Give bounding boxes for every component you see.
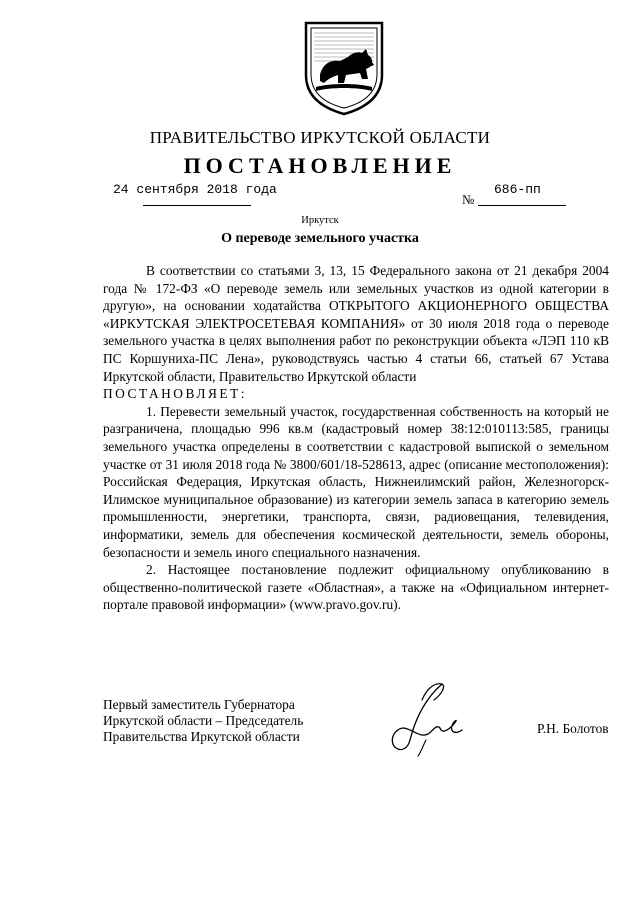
number-sign: №	[462, 192, 475, 207]
item-1-paragraph: 1. Перевести земельный участок, государственная собственность на который не разграничена, площадью 996 кв.м (кадастровый номер 38:12:010113:585, границы земельного участка определены в соответствии с кадастровой выпиской о земельном участке от 31 июля 2018 года № 3800/601/18-528613, адрес (описание местоположения): Российская Федерация, Иркутская область, Нижнеилимский район, Железногорск-Илимское муниципальное образование) из категории земель запаса в категорию земель промышленности, энергетики, транспорта, связи, радиовещания, телевидения, информатики, земель для обеспечения космической деятельности, земель обороны, безопасности и земель иного специального назначения.	[103, 403, 609, 560]
document-number: 686-пп	[494, 182, 541, 197]
signer-title-line-3: Правительства Иркутской области	[103, 729, 300, 744]
resolves-heading: ПОСТАНОВЛЯЕТ:	[103, 386, 247, 402]
document-subject: О переводе земельного участка	[221, 231, 419, 246]
signer-title	[103, 697, 303, 745]
document-body	[103, 262, 609, 614]
city: Иркутск	[301, 215, 339, 226]
authority-title: ПРАВИТЕЛЬСТВО ИРКУТСКОЙ ОБЛАСТИ	[149, 128, 491, 147]
signer-name: Р.Н. Болотов	[537, 721, 609, 736]
signer-title-line-1: Первый заместитель Губернатора	[103, 697, 295, 712]
handwritten-signature	[330, 678, 480, 758]
date-underline	[143, 205, 251, 206]
signer-title-line-2: Иркутской области – Председатель	[103, 713, 304, 728]
item-2-paragraph: 2. Настоящее постановление подлежит официальному опубликованию в общественно-политической газете «Областная», а также на «Официальном интернет-портале правовой информации» (www.pravo.gov.ru).	[103, 562, 609, 613]
number-underline	[478, 205, 566, 206]
preamble-paragraph: В соответствии со статьями 3, 13, 15 Федерального закона от 21 декабря 2004 года № 172-ФЗ «О переводе земель или земельных участков из одной категории в другую», на основании ходатайства ОТКРЫТОГО АКЦИОНЕРНОГО ОБЩЕСТВА «ИРКУТСКАЯ ЭЛЕКТРОСЕТЕВАЯ КОМПАНИЯ» от 30 июля 2018 года о переводе земельного участка в целях выполнения работ по реконструкции объекта «ЛЭП 110 кВ ПС Коршуниха-ПС Лена», руководствуясь частью 4 статьи 66, статьей 67 Устава Иркутской области, Правительство Иркутской области	[103, 263, 609, 384]
document-type: ПОСТАНОВЛЕНИЕ	[183, 153, 457, 178]
irkutsk-coat-of-arms-icon	[300, 17, 388, 117]
document-date: 24 сентября 2018 года	[113, 182, 277, 197]
